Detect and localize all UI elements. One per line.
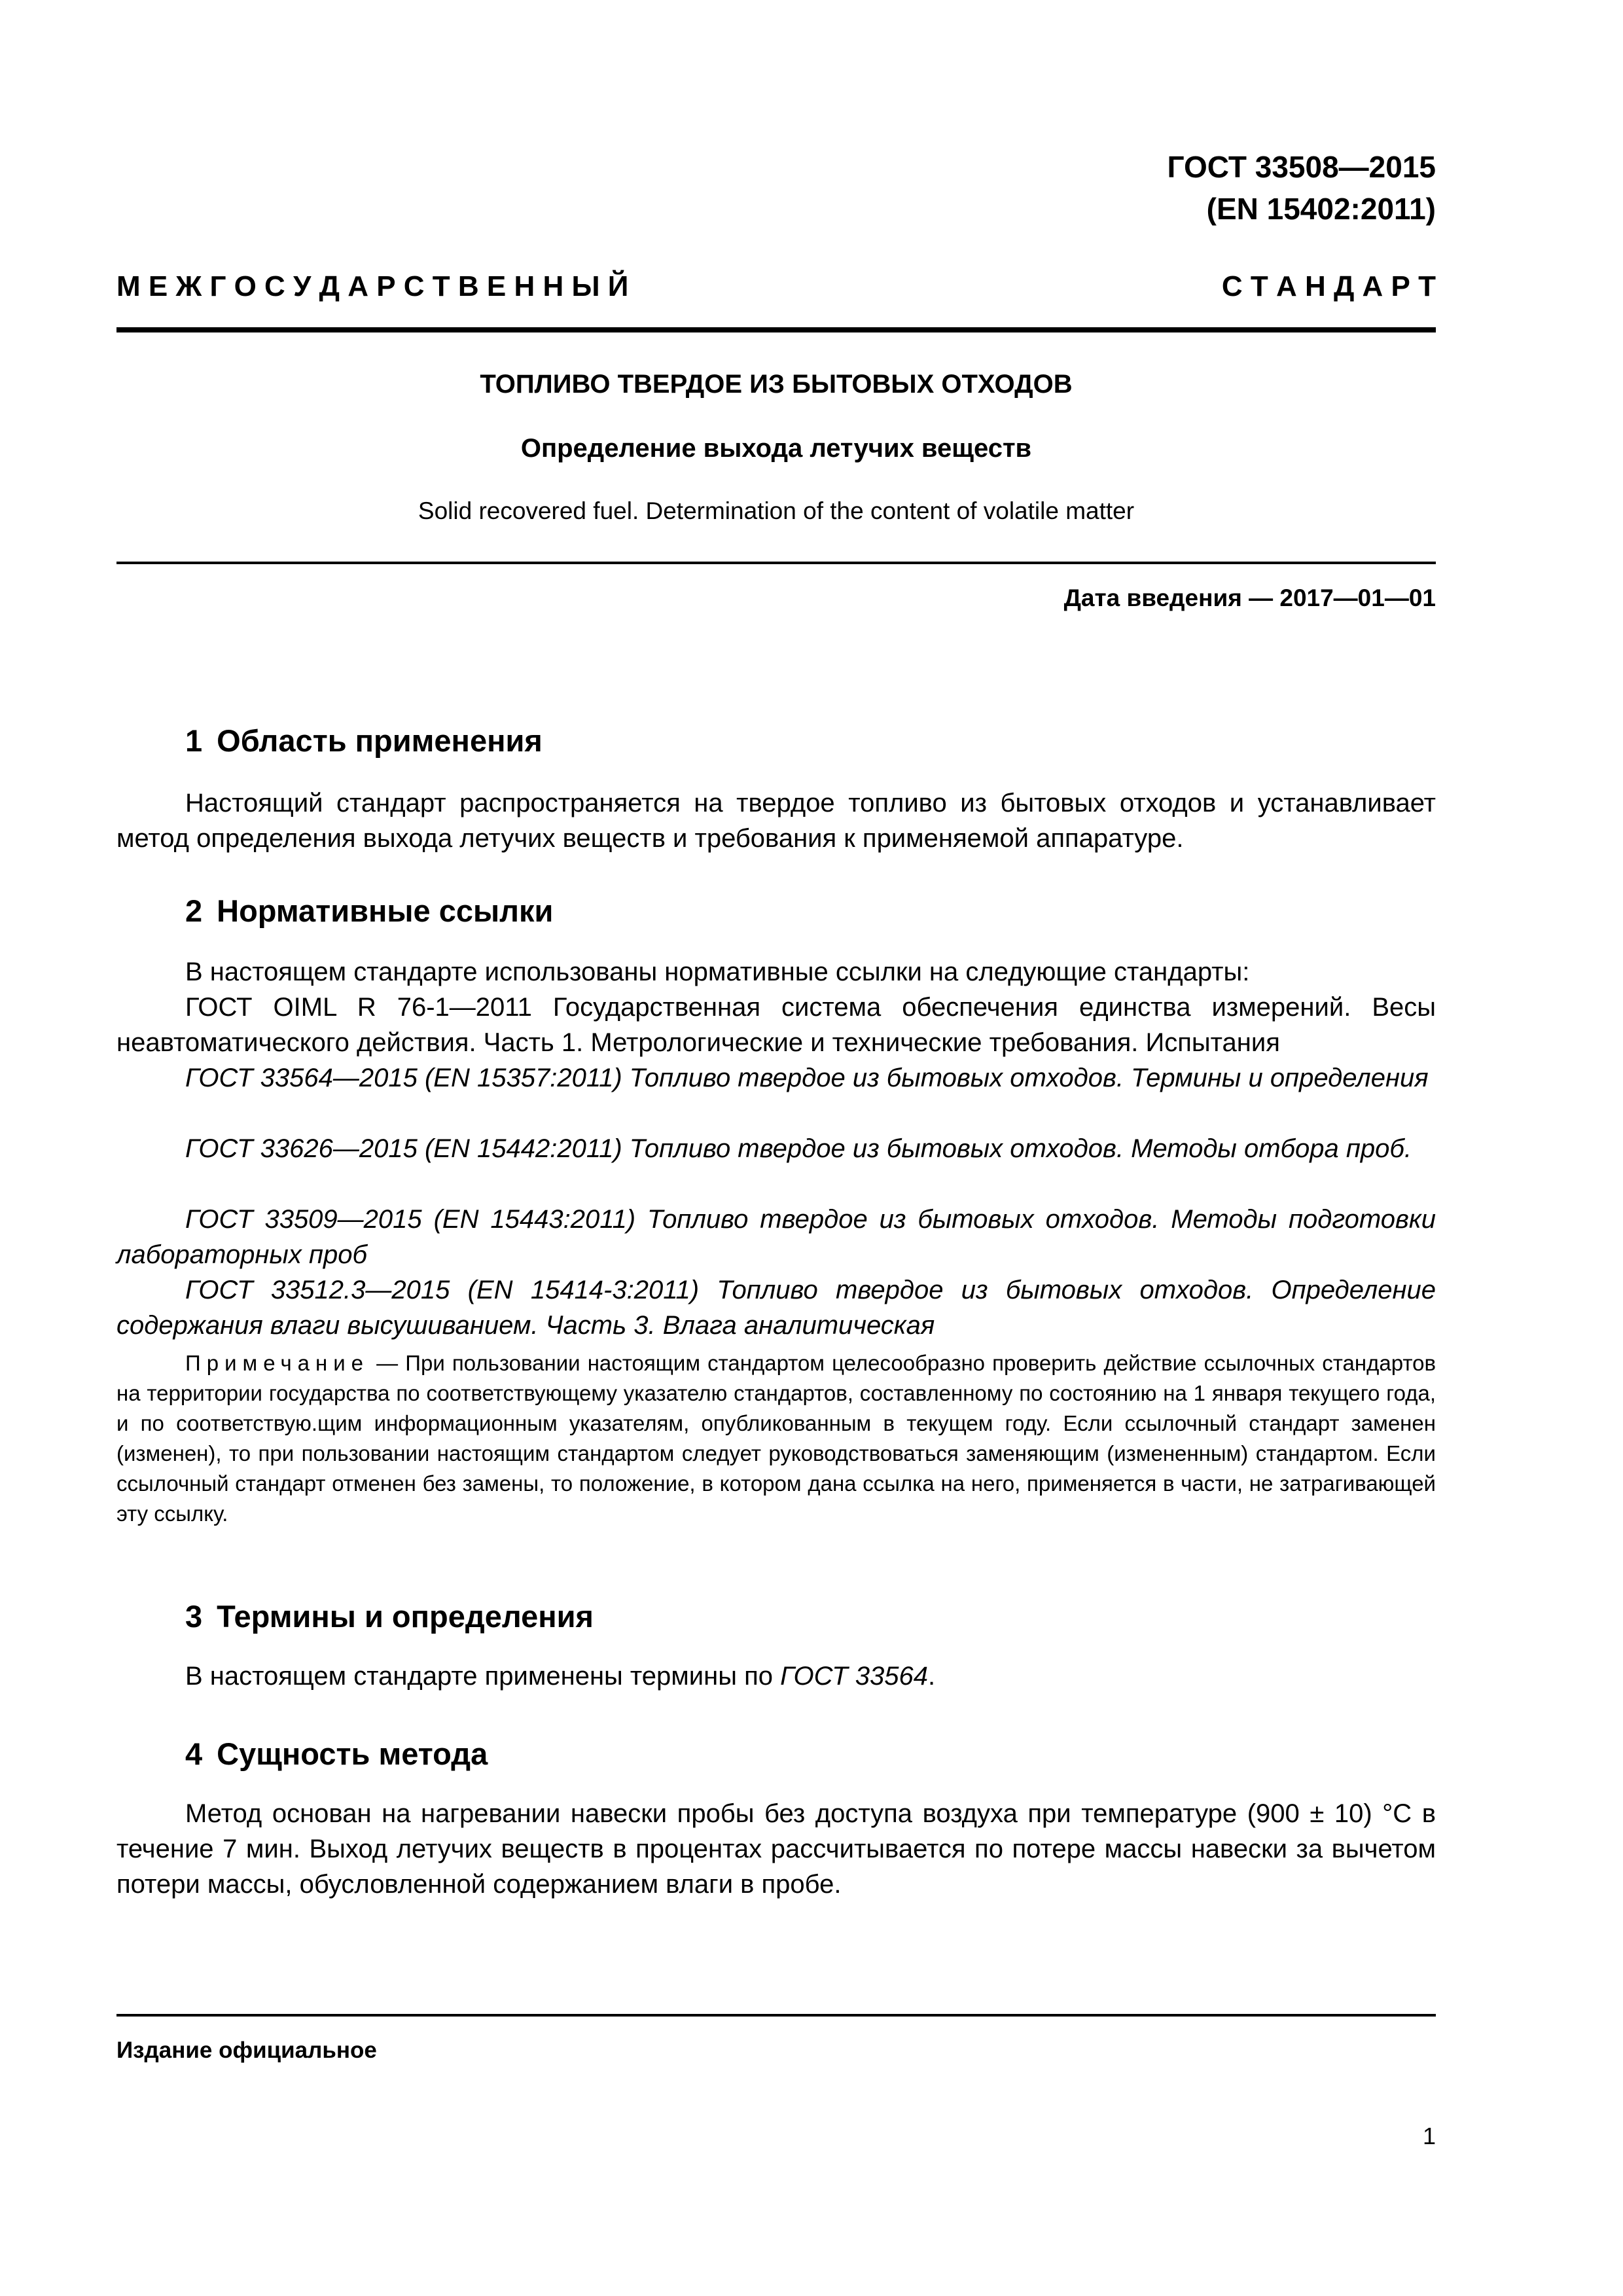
reference-33626: ГОСТ 33626—2015 (EN 15442:2011) Топливо твердое из бытовых отходов. Методы отбора проб. bbox=[185, 1134, 1412, 1163]
section-title: Сущность метода bbox=[217, 1736, 488, 1771]
header-rule bbox=[116, 327, 1436, 332]
section-2-note bbox=[116, 1348, 1436, 1529]
section-3-text bbox=[116, 1659, 1436, 1694]
section-4-text: Метод основан на нагревании навески пробы без доступа воздуха при температуре (900 ± 10) °С в течение 7 мин. Выход летучих веществ в процентах рассчитывается по потере массы навески за вычетом потери массы, обусловленной содержанием влаги в пробе. bbox=[116, 1799, 1436, 1899]
section-2-heading bbox=[185, 893, 553, 929]
english-title: Solid recovered fuel. Determination of the content of volatile matter bbox=[418, 497, 1135, 524]
section-title: Нормативные ссылки bbox=[217, 893, 554, 928]
section-title: Термины и определения bbox=[217, 1599, 594, 1634]
introduction-date: Дата введения — 2017—01—01 bbox=[1063, 584, 1436, 611]
title-rule bbox=[116, 562, 1436, 564]
reference-33564: ГОСТ 33564—2015 (EN 15357:2011) Топливо твердое из бытовых отходов. Термины и определения bbox=[185, 1064, 1429, 1092]
gost-designation bbox=[1168, 146, 1436, 230]
standard-word: С Т А Н Д А Р Т bbox=[1221, 270, 1436, 302]
section-3-text-start: В настоящем стандарте применены термины по bbox=[185, 1662, 781, 1691]
section-1-heading bbox=[185, 723, 543, 759]
official-edition-label: Издание официальное bbox=[116, 2037, 377, 2063]
section-number: 3 bbox=[185, 1599, 203, 1634]
gost-number: ГОСТ 33508—2015 bbox=[1167, 150, 1436, 184]
en-number: (EN 15402:2011) bbox=[1206, 192, 1436, 226]
document-subtitle: Определение выхода летучих веществ bbox=[520, 434, 1032, 463]
interstate-standard-heading bbox=[116, 268, 1436, 305]
reference-oiml: ГОСТ OIML R 76-1—2011 Государственная система обеспечения единства измерений. Весы неавтоматического действия. Часть 1. Метрологические и технические требования. Испытания bbox=[116, 993, 1436, 1057]
section-3-heading bbox=[185, 1598, 594, 1634]
reference-33512-3: ГОСТ 33512.3—2015 (EN 15414-3:2011) Топливо твердое из бытовых отходов. Определение содержания влаги высушиванием. Часть 3. Влага аналитическая bbox=[116, 1276, 1436, 1340]
document-title: ТОПЛИВО ТВЕРДОЕ ИЗ БЫТОВЫХ ОТХОДОВ bbox=[480, 370, 1073, 399]
note-text: — При пользовании настоящим стандартом целесообразно проверить действие ссылочных стандартов на территории государства по соответствующему указателю стандартов, составленному по состоянию на 1 января текущего года, и по соответствую.щим информационным указателям, опубликованным в текущем году. Если ссылочный стандарт заменен (изменен), то при пользовании настоящим стандартом следует руководствоваться заменяющим (измененным) стандартом. Если ссылочный стандарт отменен без замены, то положение, в котором дана ссылка на него, применяется в части, не затрагивающей эту ссылку. bbox=[116, 1351, 1436, 1526]
footer-rule bbox=[116, 2014, 1436, 2017]
reference-33509: ГОСТ 33509—2015 (EN 15443:2011) Топливо твердое из бытовых отходов. Методы подготовки лабораторных проб bbox=[116, 1205, 1436, 1269]
section-4-heading bbox=[185, 1736, 488, 1772]
section-number: 2 bbox=[185, 893, 203, 928]
page-number: 1 bbox=[1422, 2123, 1436, 2149]
interstate-word: М Е Ж Г О С У Д А Р С Т В Е Н Н Ы Й bbox=[116, 270, 629, 302]
gost-33564-reference: ГОСТ 33564 bbox=[780, 1662, 928, 1691]
section-number: 1 bbox=[185, 723, 203, 758]
section-number: 4 bbox=[185, 1736, 203, 1771]
section-3-text-end: . bbox=[927, 1662, 936, 1691]
note-label: Примечание bbox=[185, 1351, 370, 1375]
section-1-text: Настоящий стандарт распространяется на твердое топливо из бытовых отходов и устанавливает метод определения выхода летучих веществ и требования к применяемой аппаратуре. bbox=[116, 789, 1436, 853]
section-2-intro: В настоящем стандарте использованы нормативные ссылки на следующие стандарты: bbox=[185, 958, 1250, 986]
section-title: Область применения bbox=[217, 723, 543, 758]
